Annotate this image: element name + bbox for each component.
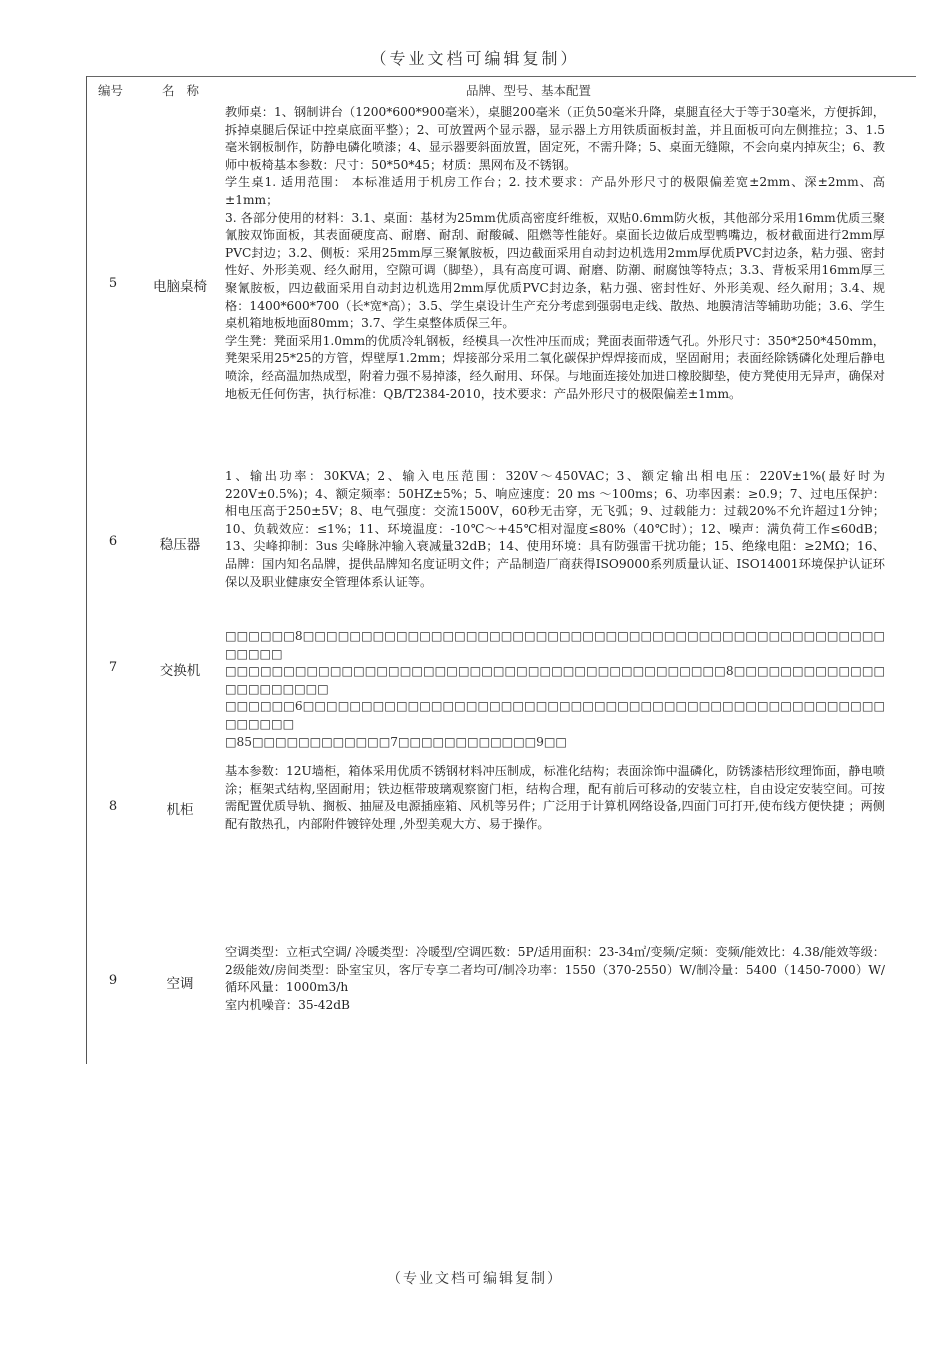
row-spec	[225, 763, 885, 833]
row-name: 电脑桌椅	[153, 279, 207, 295]
row-number: 7	[108, 660, 118, 675]
spec-line: □85□□□□□□□□□□□□7□□□□□□□□□□□□9□□	[225, 734, 567, 749]
row-number: 6	[108, 534, 118, 549]
header-name: 名 称	[162, 83, 203, 98]
spec-paragraph: 基本参数：12U墙柜，箱体采用优质不锈钢材料冲压制成，标准化结构；表面涂饰中温磷化，防锈漆桔形纹理饰面，静电喷涂；框架式结构,坚固耐用；铁边框带玻璃观察窗门柜，结构合理，配有前后可移动的安装立柱，自由设定安装空间。可按需配置优质导轨、搁板、抽屉及电源插座箱、风机等另件；广泛用于计算机网络设备,四面门可打开,使布线方便快捷 ；两侧配有散热孔，内部附件镀锌处理 ,外型美观大方、易于操作。	[225, 764, 885, 831]
spec-line: □□□□□□□□□□□□□□□□□□□□□□□□□□□□□□□□□□□□□□□□□□□8□□□□□□□□□□□□□□□□□□□□□□	[225, 664, 885, 696]
row-spec	[225, 628, 885, 751]
row-spec	[225, 104, 885, 403]
table-row	[86, 944, 916, 1044]
document-title: （专业文档可编辑复制）	[370, 49, 580, 68]
document-footer: （专业文档可编辑复制）	[387, 1271, 563, 1287]
spec-paragraph: 室内机噪音：35-42dB	[225, 997, 351, 1012]
row-name: 空调	[166, 976, 194, 992]
spec-paragraph: 学生桌1. 适用范围： 本标准适用于机房工作台；2. 技术要求：产品外形尺寸的极限偏差宽±2mm、深±2mm、高±1mm；	[225, 175, 885, 207]
table-row	[86, 628, 916, 748]
table-row	[86, 104, 916, 468]
row-name: 交换机	[159, 663, 201, 679]
row-number: 8	[108, 799, 118, 814]
row-name: 稳压器	[159, 537, 201, 553]
row-number: 9	[108, 973, 118, 988]
table-header	[86, 76, 916, 97]
row-spec	[225, 468, 885, 591]
row-number: 5	[108, 276, 118, 291]
spec-paragraph: 学生凳：凳面采用1.0mm的优质冷轧钢板，经模具一次性冲压而成；凳面表面带透气孔。外形尺寸：350*250*450mm，凳架采用25*25的方管，焊壁厚1.2mm；焊接部分采用二氧化碳保护焊焊接而成，坚固耐用；表面经除锈磷化处理后静电喷涂，经高温加热成型，附着力强不易掉漆，经久耐用、环保。与地面连接处加进口橡胶脚垫，使方凳使用无异声，确保对地板无任何伤害，执行标准：QB/T2384-2010，技术要求：产品外形尺寸的极限偏差±1mm。	[225, 333, 885, 401]
spec-paragraph: 1、输出功率：30KVA；2、输入电压范围：320V～450VAC；3、额定输出相电压：220V±1%(最好时为220V±0.5%)；4、额定频率：50HZ±5%；5、响应速度：20 ms ～100ms；6、功率因素：≥0.9；7、过电压保护：相电压高于250±5V；8、电气强度：交流1500V，60秒无击穿，无飞弧；9、过载能力：过载20%不允许超过1分钟；10、负载效应：≤1%；11、环境温度：-10℃～+45℃相对湿度≤80%（40℃时）；12、噪声：满负荷工作≤60dB；13、尖峰抑制：3us 尖峰脉冲输入衰减量32dB；14、使用环境：具有防强雷干扰功能；15、绝缘电阻：≥2MΩ；16、品牌：国内知名品牌，提供品牌知名度证明文件；产品制造厂商获得ISO9000系列质量认证、ISO14001环境保护认证环保以及职业健康安全管理体系认证等。	[225, 469, 885, 589]
table-row	[86, 763, 916, 923]
table-row	[86, 468, 916, 618]
spec-paragraph: 空调类型：立柜式空调/ 冷暖类型：冷暖型/空调匹数：5P/适用面积：23-34㎡/变频/定频：变频/能效比：4.38/能效等级：2级能效/房间类型：卧室宝贝，客厅专享二者均可/制冷功率：1550（370-2550）W/制冷量：5400（1450-7000）W/循环风量：1000m3/h	[225, 945, 885, 995]
spec-line: □□□□□□8□□□□□□□□□□□□□□□□□□□□□□□□□□□□□□□□□□□□□□□□□□□□□□□□□□□□□□□	[225, 629, 885, 661]
spec-paragraph: 3. 各部分使用的材料：3.1、桌面：基材为25mm优质高密度纤维板，双贴0.6mm防火板，其他部分采用16mm优质三聚氰胺双饰面板，其表面硬度高、耐磨、耐刮、耐酸碱、阻燃等性能好。桌面长边做后成型鸭嘴边，板材截面进行2mm厚PVC封边；3.2、侧板：采用25mm厚三聚氰胺板，四边截面采用自动封边机选用2mm厚优质PVC封边条，粘力强、密封性好、外形美观、经久耐用，空隙可调（脚垫），具有高度可调、耐磨、防潮、耐腐蚀等特点；3.3、背板采用16mm厚三聚氰胺板，四边截面采用自动封边机选用2mm厚优质PVC封边条，粘力强、密封性好、外形美观、经久耐用；3.4、规格：1400*600*700（长*宽*高）；3.5、学生桌设计生产充分考虑到强弱电走线、散热、地膜清洁等辅助功能；3.6、学生桌机箱地板地面80mm；3.7、学生桌整体质保三年。	[225, 210, 885, 331]
spec-paragraph: 教师桌：1、钢制讲台（1200*600*900毫米），桌腿200毫米（正负50毫米升降，桌腿直径大于等于30毫米，方便拆卸，拆掉桌腿后保证中控桌底面平整）；2、可放置两个显示器，显示器上方用铁质面板封盖，并且面板可向左侧推拉；3、1.5毫米钢板制作，防静电磷化喷漆；4、显示器要斜面放置，固定死，不需升降；5、桌面无缝隙，不会向桌内掉灰尘；6、教师中板椅基本参数：尺寸：50*50*45；材质：黑网布及不锈钢。	[225, 105, 885, 172]
header-spec: 品牌、型号、基本配置	[466, 83, 592, 98]
spec-line: □□□□□□6□□□□□□□□□□□□□□□□□□□□□□□□□□□□□□□□□□□□□□□□□□□□□□□□□□□□□□□□	[225, 699, 885, 731]
row-name: 机柜	[166, 802, 194, 818]
row-spec	[225, 944, 885, 1014]
header-number: 编号	[98, 83, 124, 98]
